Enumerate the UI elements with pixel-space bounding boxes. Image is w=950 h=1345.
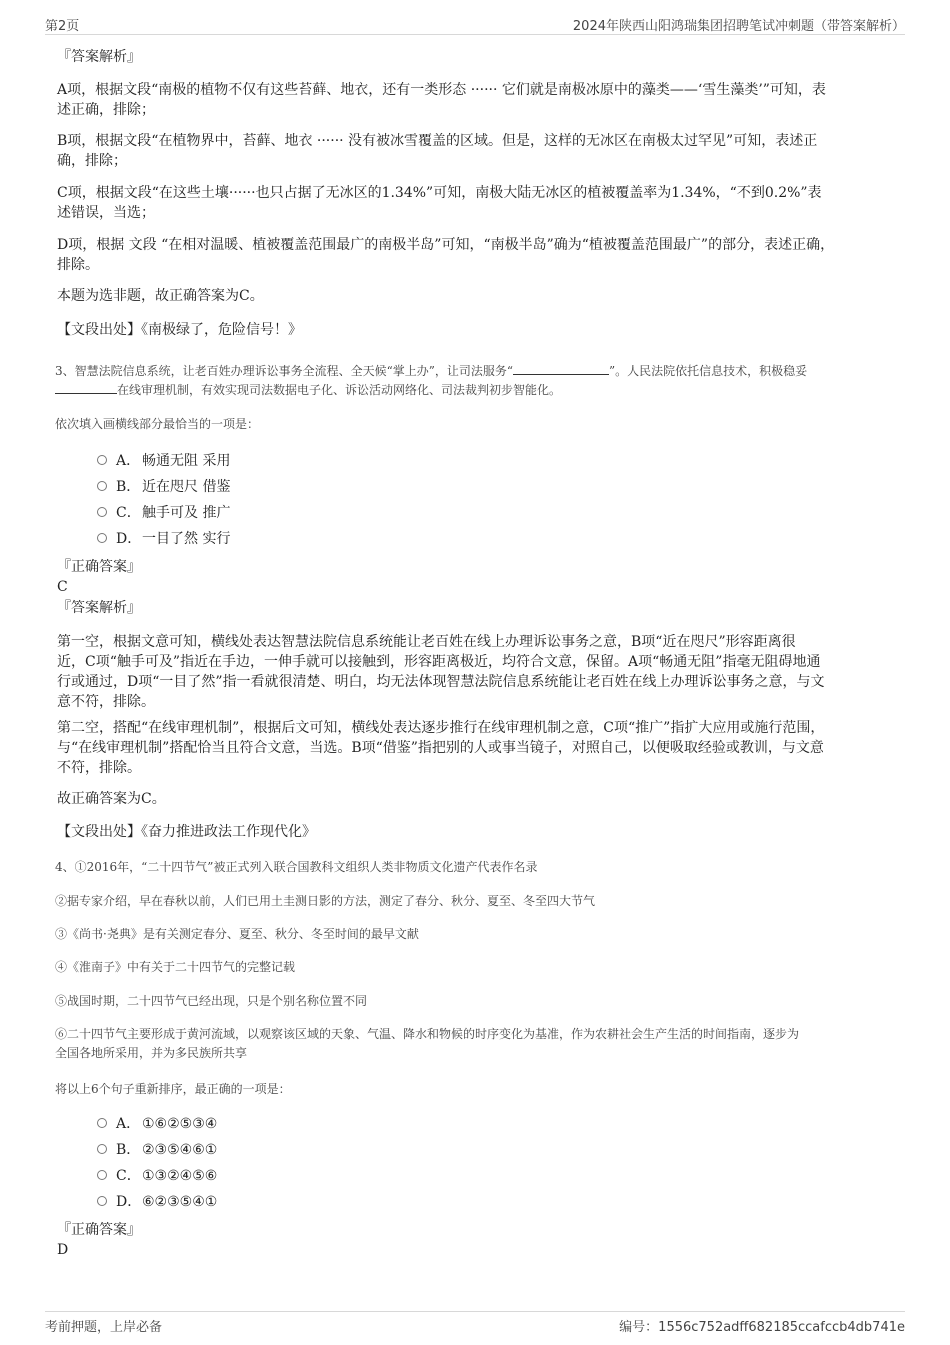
document-code: 编号：1556c752adff682185ccafccb4db741e bbox=[619, 1320, 905, 1335]
line: 第一空，根据文意可知，横线处表达智慧法院信息系统能让老百姓在线上办理诉讼事务之意，B项“近在咫尺”形容距离很 bbox=[57, 634, 796, 650]
q2-para-b bbox=[57, 131, 817, 171]
q3-instruction: 依次填入画横线部分最恰当的一项是： bbox=[55, 417, 260, 431]
stem-text: 3、智慧法院信息系统，让老百姓办理诉讼事务全流程、全天候“掌上办”，让司法服务“ bbox=[55, 364, 514, 378]
stem-line-2 bbox=[55, 381, 807, 400]
option-letter: C． bbox=[116, 1168, 141, 1184]
option-text: 畅通无阻 采用 bbox=[142, 453, 231, 469]
q3-answer-label: 『正确答案』 bbox=[57, 559, 141, 575]
q3-option-b[interactable] bbox=[97, 477, 230, 497]
q3-conclusion: 故正确答案为C。 bbox=[57, 791, 166, 807]
document-title: 2024年陕西山阳鸿瑞集团招聘笔试冲刺题（带答案解析） bbox=[572, 19, 905, 34]
q2-para-d bbox=[57, 235, 834, 275]
q3-option-d[interactable] bbox=[97, 529, 230, 549]
line: 确，排除； bbox=[57, 153, 127, 169]
option-text: 触手可及 推广 bbox=[142, 505, 231, 521]
q3-stem bbox=[55, 362, 807, 400]
option-letter: B． bbox=[116, 1142, 141, 1158]
blank-1 bbox=[513, 362, 609, 375]
line: 行或通过，D项“一目了然”指一看就很清楚、明白，均无法体现智慧法院信息系统能让老百姓在线上办理诉讼事务之意，与文 bbox=[57, 674, 825, 690]
q2-analysis-label: 『答案解析』 bbox=[57, 49, 141, 65]
line: 近，C项“触手可及”指近在手边，一伸手就可以接触到，形容距离极近，均符合文意，保留。A项“畅通无阻”指毫无阻碍地通 bbox=[57, 654, 821, 670]
stem-text: ”。人民法院依托信息技术，积极稳妥 bbox=[609, 364, 808, 378]
option-letter: A． bbox=[116, 453, 141, 469]
q4-sentence-1: 4、①2016年，“二十四节气”被正式列入联合国教科文组织人类非物质文化遗产代表作名录 bbox=[55, 860, 538, 874]
line: D项，根据 文段 “在相对温暖、植被覆盖范围最广的南极半岛”可知，“南极半岛”确为“植被覆盖范围最广”的部分，表述正确， bbox=[57, 237, 835, 253]
q4-sentence-5: ⑤战国时期，二十四节气已经出现，只是个别名称位置不同 bbox=[55, 994, 368, 1008]
q4-instruction: 将以上6个句子重新排序，最正确的一项是： bbox=[55, 1082, 291, 1096]
radio-button[interactable] bbox=[97, 1144, 107, 1154]
q2-conclusion: 本题为选非题，故正确答案为C。 bbox=[57, 288, 264, 304]
line: 述错误，当选； bbox=[57, 205, 155, 221]
radio-button[interactable] bbox=[97, 533, 107, 543]
radio-button[interactable] bbox=[97, 1170, 107, 1180]
line: 述正确，排除； bbox=[57, 102, 155, 118]
line: 与“在线审理机制”搭配恰当且符合文意，当选。B项“借鉴”指把别的人或事当镜子，对照自己，以便吸取经验或教训，与文意 bbox=[57, 740, 824, 756]
q3-option-c[interactable] bbox=[97, 503, 230, 523]
option-letter: B． bbox=[116, 479, 141, 495]
q4-option-c[interactable] bbox=[97, 1166, 217, 1186]
radio-button[interactable] bbox=[97, 481, 107, 491]
option-text: 近在咫尺 借鉴 bbox=[142, 479, 231, 495]
option-text: 一目了然 实行 bbox=[142, 531, 231, 547]
option-letter: D． bbox=[116, 531, 142, 547]
q3-answer: C bbox=[57, 579, 68, 595]
q4-option-a[interactable] bbox=[97, 1114, 217, 1134]
footer-slogan: 考前押题，上岸必备 bbox=[45, 1320, 163, 1335]
radio-button[interactable] bbox=[97, 1118, 107, 1128]
q3-option-a[interactable] bbox=[97, 451, 230, 471]
q4-option-b[interactable] bbox=[97, 1140, 217, 1160]
radio-button[interactable] bbox=[97, 455, 107, 465]
stem-line-1 bbox=[55, 362, 807, 381]
q2-source: 【文段出处】《南极绿了，危险信号！》 bbox=[57, 322, 302, 338]
q4-sentence-4: ④《淮南子》中有关于二十四节气的完整记载 bbox=[55, 960, 296, 974]
option-text: ⑥②③⑤④① bbox=[142, 1194, 218, 1210]
q3-analysis-para-2 bbox=[57, 718, 824, 778]
q4-answer-label: 『正确答案』 bbox=[57, 1222, 141, 1238]
q4-sentence-3: ③《尚书·尧典》是有关测定春分、夏至、秋分、冬至时间的最早文献 bbox=[55, 927, 419, 941]
line: 全国各地所采用，并为多民族所共享 bbox=[55, 1046, 248, 1060]
q4-sentence-2: ②据专家介绍，早在春秋以前，人们已用土圭测日影的方法，测定了春分、秋分、夏至、冬至四大节气 bbox=[55, 894, 596, 908]
option-letter: C． bbox=[116, 505, 141, 521]
stem-text: 在线审理机制，有效实现司法数据电子化、诉讼活动网络化、司法裁判初步智能化。 bbox=[117, 383, 562, 397]
line: 第二空，搭配“在线审理机制”，根据后文可知，横线处表达逐步推行在线审理机制之意，C项“推广”指扩大应用或施行范围， bbox=[57, 720, 825, 736]
q2-para-a bbox=[57, 80, 826, 120]
radio-button[interactable] bbox=[97, 507, 107, 517]
line: C项，根据文段“在这些土壤······也只占据了无冰区的1.34%”可知，南极大陆无冰区的植被覆盖率为1.34%，“不到0.2%”表 bbox=[57, 185, 822, 201]
page-footer bbox=[45, 1311, 905, 1336]
q3-analysis-para-1 bbox=[57, 632, 825, 712]
page-header bbox=[45, 12, 905, 35]
q4-sentence-6 bbox=[55, 1025, 799, 1063]
option-text: ②③⑤④⑥① bbox=[142, 1142, 218, 1158]
option-letter: D． bbox=[116, 1194, 142, 1210]
q3-source: 【文段出处】《奋力推进政法工作现代化》 bbox=[57, 824, 316, 840]
option-text: ①⑥②⑤③④ bbox=[142, 1116, 218, 1132]
q2-para-c bbox=[57, 183, 822, 223]
blank-2 bbox=[55, 381, 117, 394]
q4-answer: D bbox=[57, 1242, 69, 1258]
line: A项，根据文段“南极的植物不仅有这些苔藓、地衣，还有一类形态 ······ 它们就是南极冰原中的藻类——‘雪生藻类’”可知，表 bbox=[57, 82, 826, 98]
line: 排除。 bbox=[57, 257, 99, 273]
option-letter: A． bbox=[116, 1116, 141, 1132]
radio-button[interactable] bbox=[97, 1196, 107, 1206]
line: B项，根据文段“在植物界中，苔藓、地衣 ······ 没有被冰雪覆盖的区域。但是，这样的无冰区在南极太过罕见”可知，表述正 bbox=[57, 133, 818, 149]
q3-analysis-label: 『答案解析』 bbox=[57, 600, 141, 616]
line: 意不符，排除。 bbox=[57, 694, 155, 710]
line: 不符，排除。 bbox=[57, 760, 141, 776]
page-number: 第2页 bbox=[45, 19, 80, 34]
line: ⑥二十四节气主要形成于黄河流域，以观察该区域的天象、气温、降水和物候的时序变化为基准，作为农耕社会生产生活的时间指南，逐步为 bbox=[55, 1027, 800, 1041]
option-text: ①③②④⑤⑥ bbox=[142, 1168, 218, 1184]
q4-option-d[interactable] bbox=[97, 1192, 217, 1212]
